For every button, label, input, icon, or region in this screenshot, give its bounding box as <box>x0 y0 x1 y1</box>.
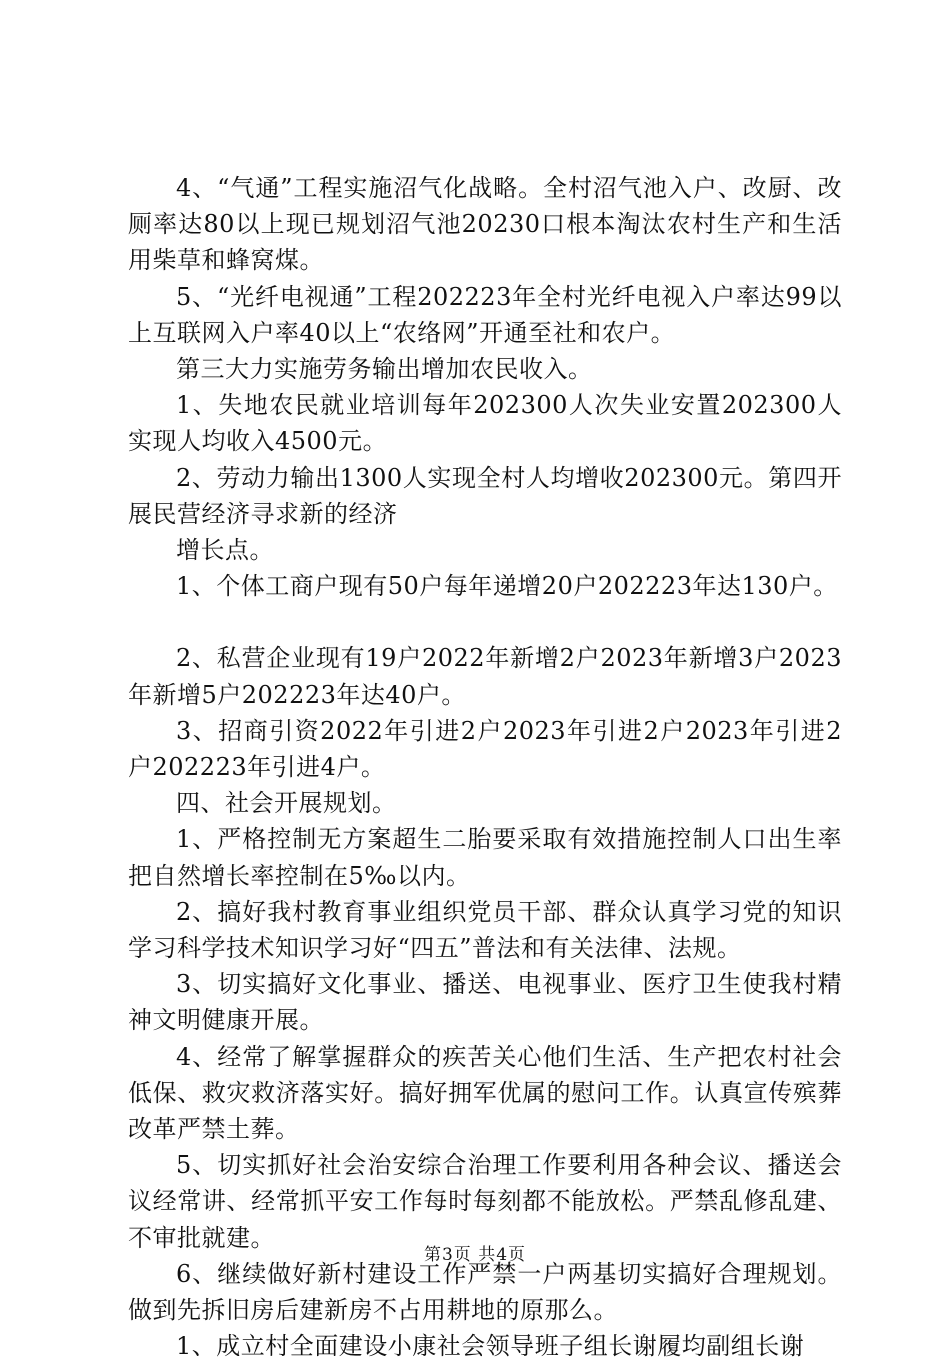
paragraph-social-plan-heading: 四、社会开展规划。 <box>176 789 397 818</box>
paragraph-leadership-group: 1、成立村全面建设小康社会领导班子组长谢履均副组长谢 <box>176 1332 805 1361</box>
paragraph-labor-output: 2、劳动力输出1300人实现全村人均增收202300元。第四开展民营经济寻求新的经济 <box>128 463 842 528</box>
paragraph-population-control: 1、严格控制无方案超生二胎要采取有效措施控制人口出生率把自然增长率控制在5‰以内。 <box>128 825 842 890</box>
page-footer: 第3页 共4页 <box>423 1245 527 1265</box>
paragraph-individual-business: 1、个体工商户现有50户每年递增20户202223年达130户。 <box>176 572 838 601</box>
paragraph-farmer-training: 1、失地农民就业培训每年202300人次失业安置202300人实现人均收入4500元。 <box>128 391 842 456</box>
paragraph-welfare: 4、经常了解掌握群众的疾苦关心他们生活、生产把农村社会低保、救灾救济落实好。搞好拥军优属的慰问工作。认真宣传殡葬改革严禁土葬。 <box>128 1042 842 1144</box>
paragraph-growth-point: 增长点。 <box>176 536 274 565</box>
paragraph-private-enterprise: 2、私营企业现有19户2022年新增2户2023年新增3户2023年新增5户202223年达40户。 <box>128 644 842 709</box>
paragraph-fiber-tv-project: 5、“光纤电视通”工程202223年全村光纤电视入户率达99以上互联网入户率40以上“农络网”开通至社和农户。 <box>128 282 842 347</box>
paragraph-labor-export-heading: 第三大力实施劳务输出增加农民收入。 <box>176 355 593 384</box>
paragraph-public-security: 5、切实抓好社会治安综合治理工作要利用各种会议、播送会议经常讲、经常抓平安工作每时每刻都不能放松。严禁乱修乱建、不审批就建。 <box>128 1151 842 1252</box>
paragraph-education: 2、搞好我村教育事业组织党员干部、群众认真学习党的知识学习科学技术知识学习好“四五”普法和有关法律、法规。 <box>128 897 842 963</box>
paragraph-investment: 3、招商引资2022年引进2户2023年引进2户2023年引进2户202223年引进4户。 <box>128 716 842 782</box>
paragraph-new-village: 6、继续做好新村建设工作严禁一户两基切实搞好合理规划。做到先拆旧房后建新房不占用耕地的原那么。 <box>128 1259 842 1325</box>
document-body <box>128 170 842 1365</box>
paragraph-gas-project: 4、“气通”工程实施沼气化战略。全村沼气池入户、改厨、改厕率达80以上现已规划沼气池20230口根本淘汰农村生产和生活用柴草和蜂窝煤。 <box>128 174 842 275</box>
paragraph-culture: 3、切实搞好文化事业、播送、电视事业、医疗卫生使我村精神文明健康开展。 <box>128 970 842 1035</box>
